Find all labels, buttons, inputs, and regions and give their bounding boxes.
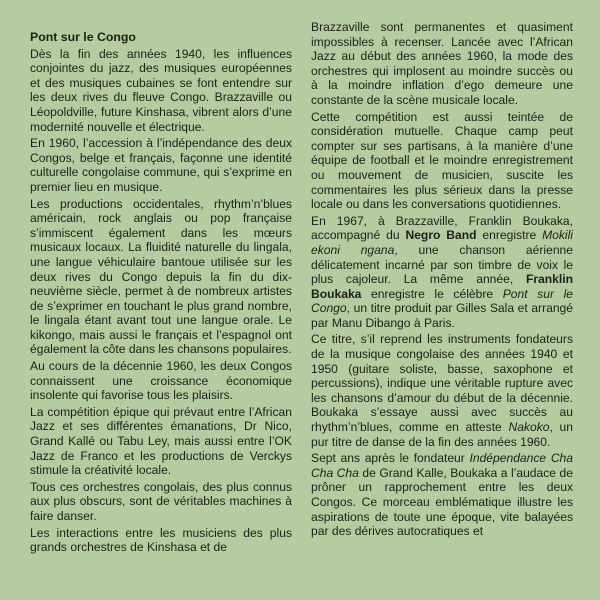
paragraph-4: Au cours de la décennie 1960, les deux Congos connaissent une croissance économique insolente qui favorise tous les plaisirs. — [30, 359, 292, 403]
song-title: Mokili ekoni ngana — [311, 228, 573, 257]
paragraph-7: Les interactions entre les musiciens des plus grands orchestres de Kinshasa et de — [30, 525, 292, 555]
text-run: En 1967, à Brazzaville, Franklin Boukaka, accompagné du — [311, 213, 573, 243]
paragraph-1: Dès la fin des années 1940, les influences conjointes du jazz, des musiques européennes et des musiques cubaines se font entendre sur les deux rives du fleuve Congo. Brazzaville ou Léopoldville, future Kinshasa, vibrent alors d’une modernité nouvelle et électrique. — [30, 46, 292, 134]
song-title: Indépendance Cha Cha Cha — [311, 451, 574, 480]
article-heading: Pont sur le Congo — [30, 30, 136, 44]
left-column — [30, 30, 292, 557]
text-run: enregistre le célèbre — [361, 286, 503, 301]
song-title: Nakoko — [508, 420, 550, 435]
right-column — [311, 20, 573, 541]
text-run: enregistre — [476, 228, 543, 243]
text-run: Sept ans après le fondateur — [311, 451, 470, 466]
artist-name: Franklin Boukaka — [311, 272, 573, 301]
song-title: Pont sur le Congo — [311, 286, 574, 316]
text-run: , un titre produit par Gilles Sala et arrangé par Manu Dibango à Paris. — [311, 301, 573, 330]
text-run: , un pur titre de danse de la fin des années 1960. — [311, 420, 573, 449]
band-name: Negro Band — [405, 228, 477, 243]
paragraph-10 — [311, 214, 573, 331]
paragraph-2: En 1960, l’accession à l’indépendance des deux Congos, belge et français, façonne une identité culturelle congolaise commune, qui s’exprime en premier lieu en musique. — [30, 136, 292, 194]
paragraph-12 — [311, 451, 573, 539]
text-run: Ce titre, s’il reprend les instruments fondateurs de la musique congolaise des années 1940 et 1950 (guitare soliste, basse, saxophone et percussions), indique une véritable rupture avec les chansons d’amour du début de la décennie. Boukaka s’essaye aussi avec succès au rhythm’n’blues, comme en atteste — [311, 332, 573, 435]
paragraph-9: Cette compétition est aussi teintée de considération mutuelle. Chaque camp peut compter sur ses partisans, à la manière d’une équipe de football et le moindre enregistrement ou mouvement de musicien, suscite les commentaires les plus sérieux dans la presse locale ou dans les conversations quotidiennes. — [311, 109, 573, 212]
text-run: , une chanson aérienne délicatement incarné par son timbre de voix le plus cajoleur. La même année, — [311, 242, 573, 287]
paragraph-8: Brazzaville sont permanentes et quasiment impossibles à recenser. Lancée avec l’African Jazz au début des années 1960, la mode des orchestres qui implosent au moindre succès ou à la moindre inflation d’ego demeure une constante de la scène musicale locale. — [311, 20, 573, 107]
paragraph-3: Les productions occidentales, rhythm’n’blues américain, rock anglais ou pop française s’immiscent également dans les mœurs musicaux locaux. La fluidité naturelle du lingala, une langue véhiculaire bantoue utilisée sur les deux rives du Congo depuis la fin du dix-neuvième siècle, permet à de nombreux artistes de s’exprimer en touchant le plus grand nombre, le lingala étant avant tout une langue orale. Le kikongo, mais aussi le français et l’espagnol ont également la côte dans les chansons populaires. — [30, 196, 292, 357]
paragraph-6: Tous ces orchestres congolais, des plus connus aux plus obscurs, sont de véritables machines à faire danser. — [30, 479, 292, 523]
paragraph-5: La compétition épique qui prévaut entre l’African Jazz et ses différentes émanations, Dr Nico, Grand Kallé ou Tabu Ley, mais aussi entre l’OK Jazz de Franco et les productions de Verckys stimule la créativité locale. — [30, 404, 292, 478]
paragraph-11 — [311, 332, 573, 449]
text-run: de Grand Kalle, Boukaka a l’audace de prôner un rapprochement entre les deux Congos. Ce morceau emblématique illustre les aspirations de toute une époque, vite balayées par des dérives autocratiques et — [311, 465, 573, 539]
